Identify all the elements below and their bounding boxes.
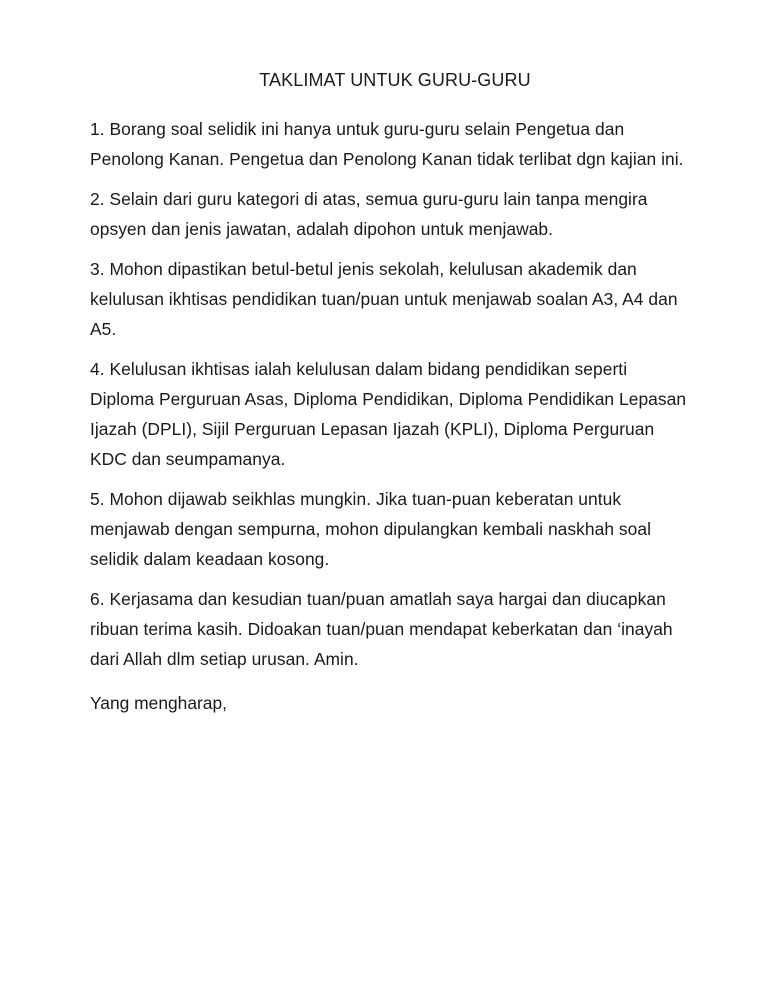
paragraph-2: 2. Selain dari guru kategori di atas, semua guru-guru lain tanpa mengira opsyen dan jenis jawatan, adalah dipohon untuk menjawab. — [90, 189, 648, 239]
closing-salutation: Yang mengharap, — [90, 693, 227, 713]
document-title: TAKLIMAT UNTUK GURU-GURU — [259, 70, 531, 90]
paragraph-1: 1. Borang soal selidik ini hanya untuk guru-guru selain Pengetua dan Penolong Kanan. Pengetua dan Penolong Kanan tidak terlibat dgn kajian ini. — [90, 119, 684, 169]
paragraph-6: 6. Kerjasama dan kesudian tuan/puan amatlah saya hargai dan diucapkan ribuan terima kasih. Didoakan tuan/puan mendapat keberkatan dan ‘inayah dari Allah dlm setiap urusan. Amin. — [90, 589, 673, 669]
paragraph-3: 3. Mohon dipastikan betul-betul jenis sekolah, kelulusan akademik dan kelulusan ikhtisas pendidikan tuan/puan untuk menjawab soalan A3, A4 dan A5. — [90, 259, 678, 339]
paragraph-4: 4. Kelulusan ikhtisas ialah kelulusan dalam bidang pendidikan seperti Diploma Perguruan Asas, Diploma Pendidikan, Diploma Pendidikan Lepasan Ijazah (DPLI), Sijil Perguruan Lepasan Ijazah (KPLI), Diploma Perguruan KDC dan seumpamanya. — [90, 359, 687, 469]
paragraph-5: 5. Mohon dijawab seikhlas mungkin. Jika tuan-puan keberatan untuk menjawab dengan sempurna, mohon dipulangkan kembali naskhah soal selidik dalam keadaan kosong. — [90, 489, 652, 569]
